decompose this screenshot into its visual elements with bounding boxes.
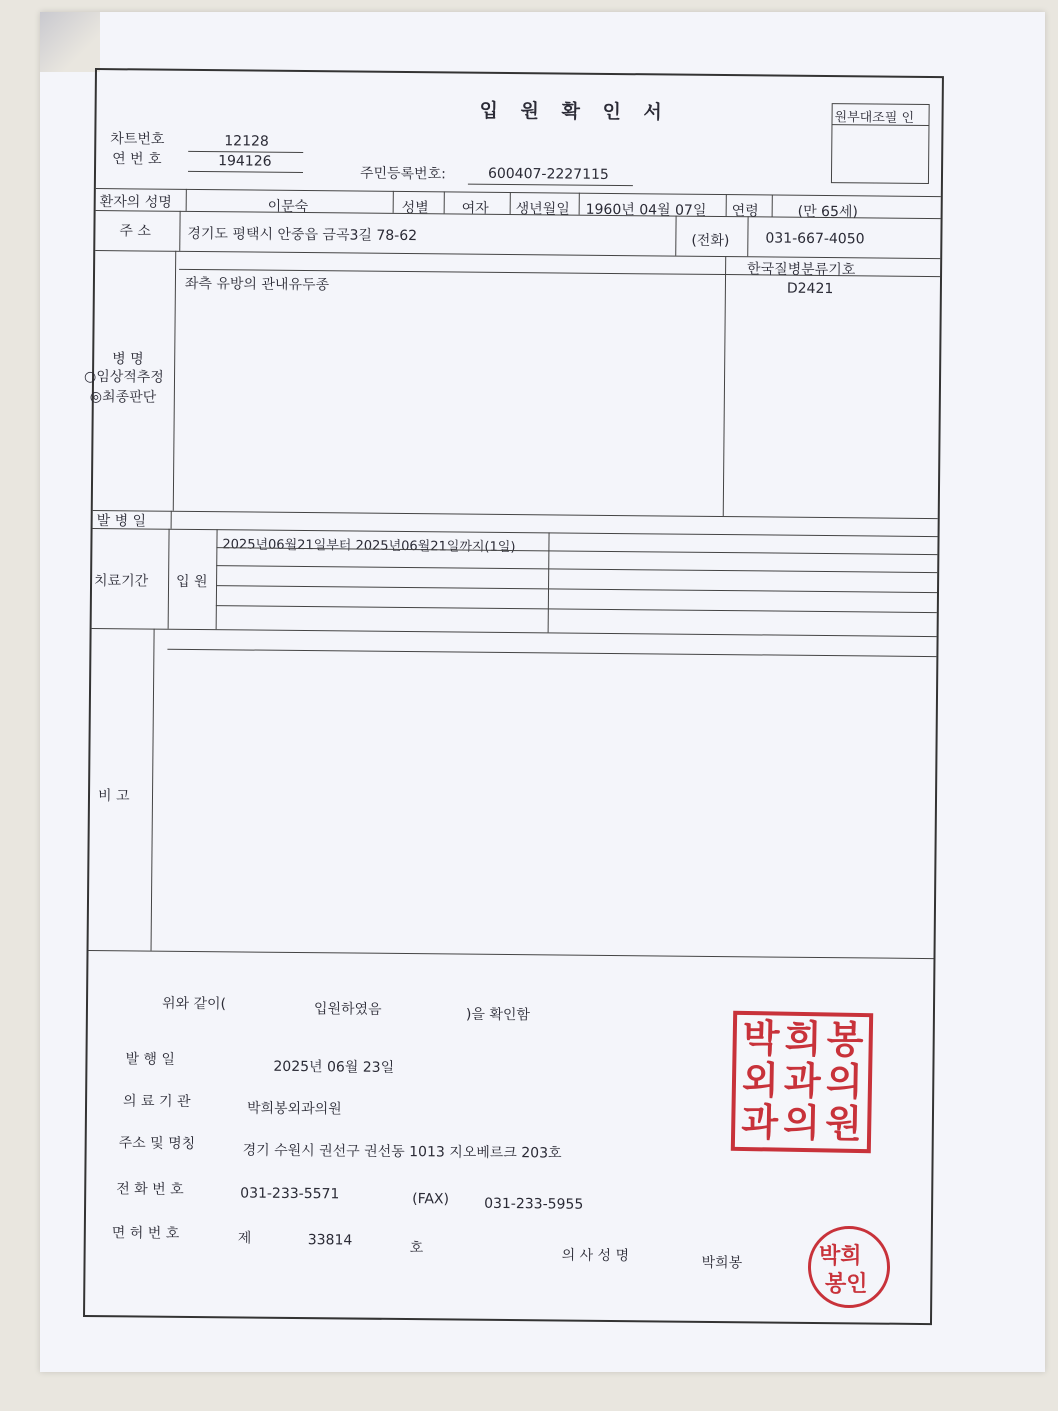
institution-value: 박희봉외과의원 [246,1100,342,1118]
treatment-period-label: 치료기간 [93,573,149,590]
phone-value: 031-667-4050 [765,230,865,248]
diagnosis-label: 병 명 [112,351,144,368]
confirm-middle: 입원하였음 [313,1001,382,1018]
onset-date-label: 발 병 일 [96,513,147,530]
issue-date-label: 발 행 일 [125,1051,176,1068]
telephone-label: 전 화 번 호 [116,1181,184,1198]
institution-label: 의 료 기 관 [123,1093,191,1110]
document-title: 입 원 확 인 서 [479,99,670,124]
issue-date-value: 2025년 06월 23일 [273,1058,395,1076]
institution-address-value: 경기 수원시 권선구 권선동 1013 지오베르크 203호 [242,1142,562,1162]
treatment-period-value: 2025년06월21일부터 2025년06월21일까지(1일) [222,537,516,556]
age-value: (만 65세) [797,203,858,221]
approval-box [831,103,930,184]
doctor-name-value: 박희봉 [701,1254,743,1272]
remarks-label: 비 고 [97,788,130,805]
address-label: 주 소 [119,223,152,240]
telephone-value: 031-233-5571 [240,1185,340,1203]
diagnosis-final-label: ◎최종판단 [89,388,157,406]
rrn-value: 600407-2227115 [487,165,609,183]
fax-value: 031-233-5955 [484,1195,584,1213]
confirm-prefix: 위와 같이( [161,995,227,1013]
patient-name-label: 환자의 성명 [99,194,172,211]
kcd-code-value: D2421 [786,280,834,298]
diagnosis-value: 좌측 유방의 관내유두종 [184,275,330,294]
sex-value: 여자 [461,200,489,217]
diagnosis-clinical-label: ○임상적추정 [83,368,164,386]
institution-address-label: 주소 및 명칭 [118,1135,196,1153]
dob-label: 생년월일 [515,201,570,218]
phone-label: (전화) [691,232,730,250]
chart-number-value: 12128 [224,133,269,150]
license-prefix: 제 [237,1230,252,1247]
confirm-suffix: )을 확인함 [465,1006,531,1024]
dob-value: 1960년 04월 07일 [585,201,707,219]
license-suffix: 호 [409,1240,424,1257]
sex-label: 성별 [401,199,429,217]
rrn-label: 주민등록번호: [359,165,446,183]
kcd-label: 한국질병분류기호 [747,261,856,279]
fax-label: (FAX) [412,1191,450,1208]
admission-label: 입 원 [175,573,208,591]
serial-number-label: 연 번 호 [112,151,162,168]
age-label: 연령 [731,203,759,220]
serial-number-value: 194126 [218,153,272,170]
paper-corner-shadow [40,12,100,72]
address-value: 경기도 평택시 안중읍 금곡3길 78-62 [187,225,418,245]
institution-seal-stamp: 박 희 봉 외 과 의 과 의 원 [731,1011,873,1153]
patient-name-value: 이문숙 [267,198,309,216]
license-number-label: 면 허 번 호 [111,1225,180,1242]
chart-number-label: 차트번호 [110,131,165,148]
license-number-value: 33814 [307,1232,353,1249]
doctor-name-label: 의 사 성 명 [561,1247,630,1265]
doctor-seal-stamp: 박희 봉인 [808,1226,890,1308]
approval-box-label: 원부대조필 인 [834,110,915,126]
